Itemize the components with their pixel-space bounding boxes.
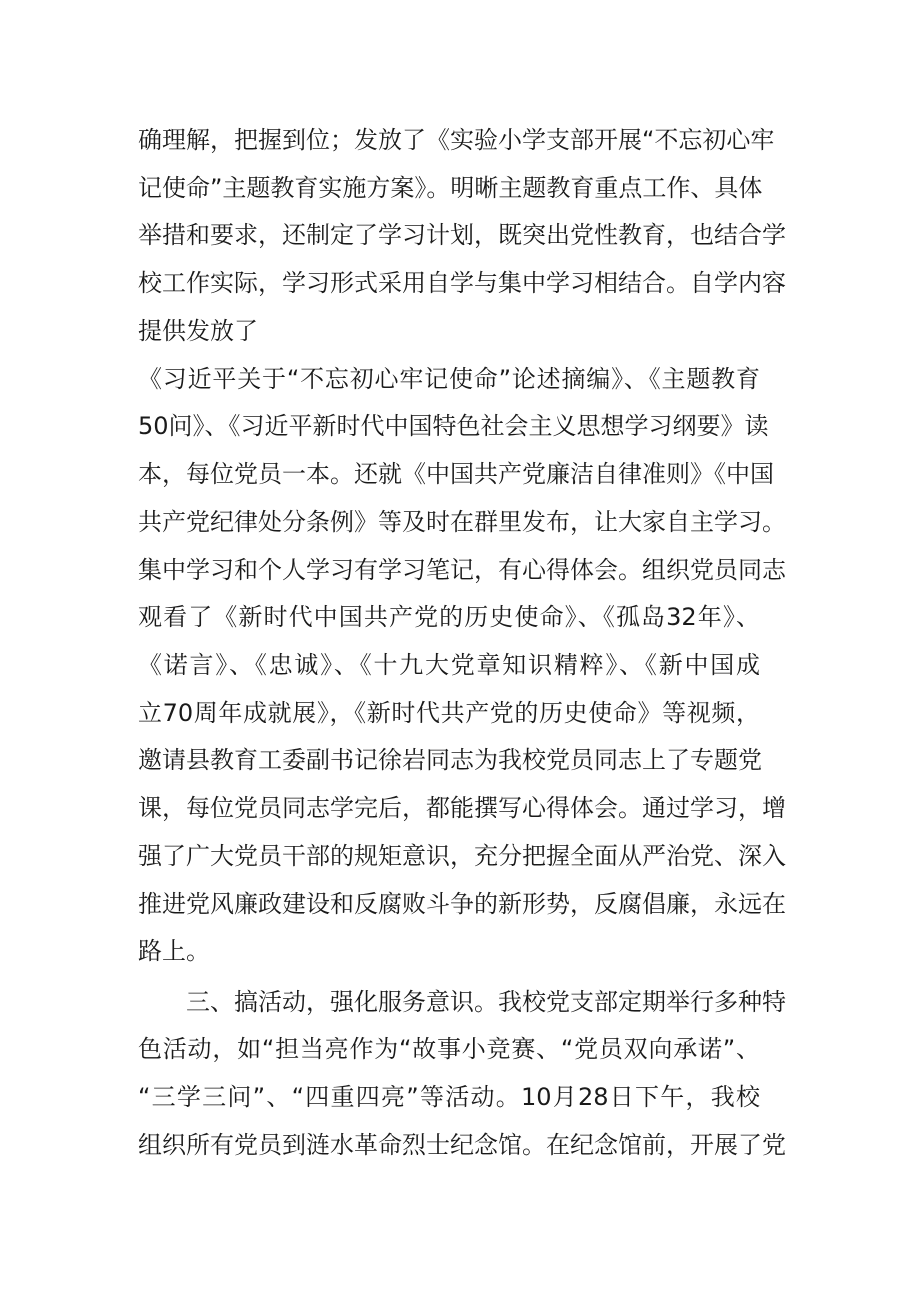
text-line-11: 观看了《新时代中国共产党的历史使命》、《孤岛32年》、 (138, 603, 760, 631)
text-line-8: 本，每位党员一本。还就《中国共产党廉洁自律准则》《中国 (138, 460, 774, 488)
text-line-21: “三学三问”、“四重四亮”等活动。10月28日下午，我校 (138, 1083, 760, 1111)
text-line-14: 邀请县教育工委副书记徐岩同志为我校党员同志上了专题党 (138, 746, 762, 774)
text-line-10: 集中学习和个人学习有学习笔记，有心得体会。组织党员同志 (138, 556, 786, 584)
text-line-6: 《习近平关于“不忘初心牢记使命”论述摘编》、《主题教育 (138, 365, 760, 393)
text-line-1: 确理解，把握到位；发放了《实验小学支部开展“不忘初心牢 (138, 126, 775, 154)
text-line-17: 推进党风廉政建设和反腐败斗争的新形势，反腐倡廉，永远在 (138, 890, 786, 918)
text-line-7: 50问》、《习近平新时代中国特色社会主义思想学习纲要》读 (138, 412, 769, 440)
text-line-13: 立70周年成就展》，《新时代共产党的历史使命》等视频， (138, 699, 760, 727)
text-line-12: 《诺言》、《忠诚》、《十九大党章知识精粹》、《新中国成 (138, 651, 760, 679)
text-line-3: 举措和要求，还制定了学习计划，既突出党性教育，也结合学 (138, 221, 786, 249)
text-line-15: 课，每位党员同志学完后，都能撰写心得体会。通过学习，增 (138, 794, 786, 822)
section-heading-line: 三、搞活动，强化服务意识。我校党支部定期举行多种特 (186, 988, 786, 1016)
text-line-16: 强了广大党员干部的规矩意识，充分把握全面从严治党、深入 (138, 842, 786, 870)
text-line-18: 路上。 (138, 937, 210, 965)
text-line-5: 提供发放了 (138, 317, 258, 345)
text-line-9: 共产党纪律处分条例》等及时在群里发布，让大家自主学习。 (138, 508, 786, 536)
text-line-22: 组织所有党员到涟水革命烈士纪念馆。在纪念馆前，开展了党 (138, 1131, 786, 1159)
text-line-4: 校工作实际，学习形式采用自学与集中学习相结合。自学内容 (138, 269, 786, 297)
text-line-2: 记使命”主题教育实施方案》。明晰主题教育重点工作、具体 (138, 174, 763, 202)
text-line-20: 色活动，如“担当亮作为“故事小竞赛、“党员双向承诺”、 (138, 1035, 760, 1063)
